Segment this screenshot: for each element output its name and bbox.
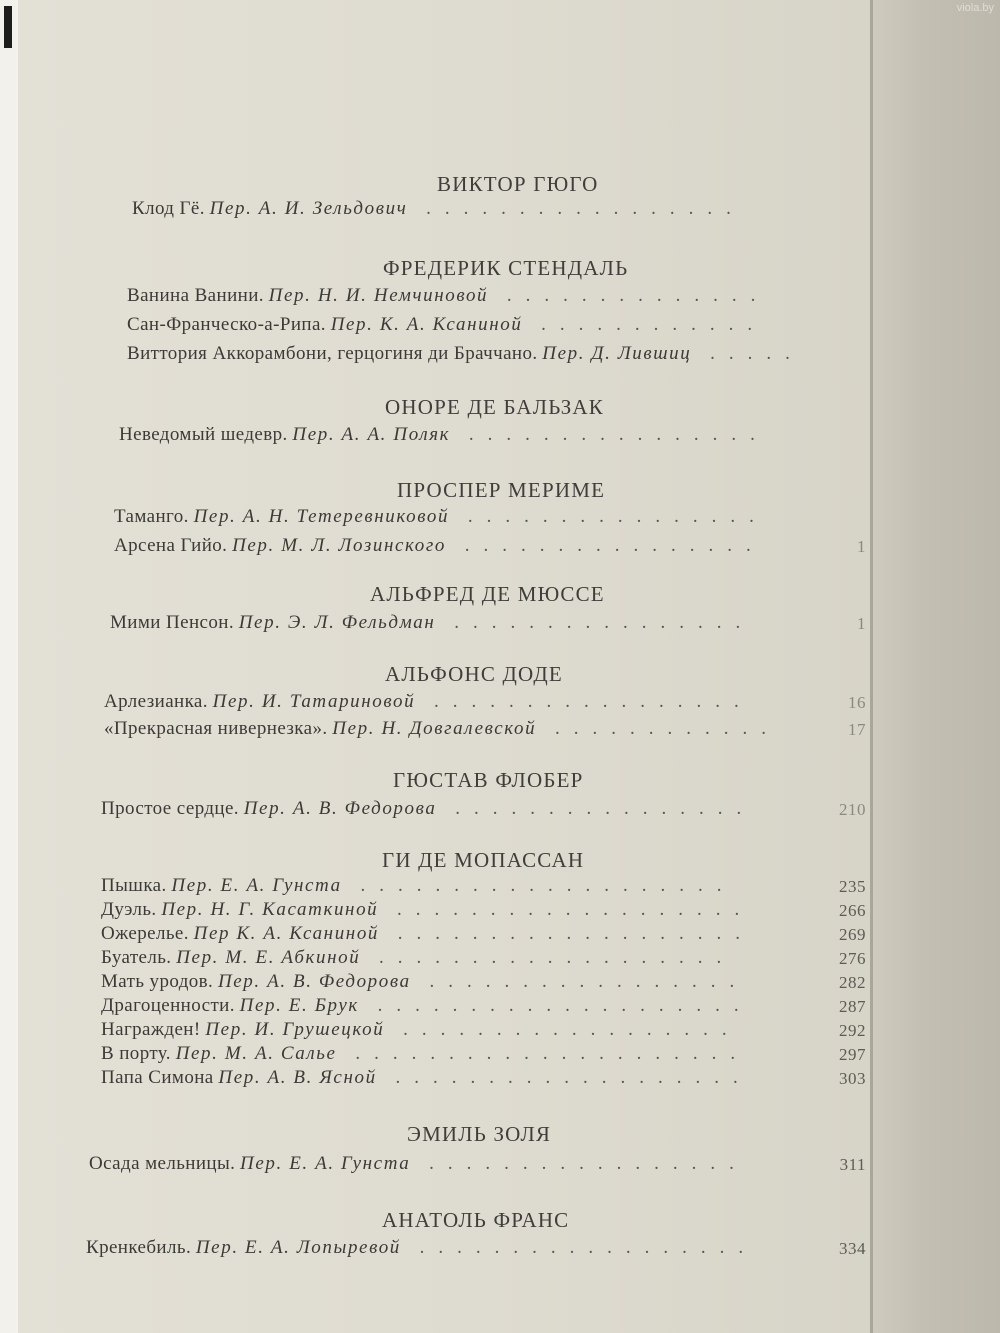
entry-translator: Пер. И. Грушецкой bbox=[205, 1019, 385, 1040]
entry-title: В порту. bbox=[101, 1043, 171, 1064]
author-heading: ГЮСТАВ ФЛОБЕР bbox=[393, 768, 584, 792]
page-number: 235 bbox=[839, 877, 866, 896]
dot-leader: ................. bbox=[410, 1153, 748, 1174]
entry-title: «Прекрасная нивернезка». bbox=[104, 718, 328, 739]
entry-translator: Пер. Е. А. Лопыревой bbox=[195, 1237, 401, 1258]
toc-entry bbox=[127, 285, 769, 307]
toc-entry bbox=[114, 535, 765, 557]
author-heading: АЛЬФОНС ДОДЕ bbox=[385, 662, 563, 686]
author-heading: ОНОРЕ ДЕ БАЛЬЗАК bbox=[385, 395, 604, 419]
entry-title: Таманго. bbox=[114, 506, 189, 527]
author-heading: АНАТОЛЬ ФРАНС bbox=[382, 1208, 570, 1232]
page-number: 276 bbox=[839, 949, 866, 968]
entry-title: Кренкебиль. bbox=[86, 1237, 192, 1258]
dot-leader: ................ bbox=[436, 798, 756, 819]
page-number: 16 bbox=[848, 693, 866, 712]
toc-entry bbox=[86, 1237, 757, 1259]
author-heading: ПРОСПЕР МЕРИМЕ bbox=[397, 478, 606, 502]
entry-translator: Пер. Н. Г. Касаткиной bbox=[161, 899, 379, 920]
dot-leader: ............ bbox=[522, 314, 767, 335]
dot-leader: ................ bbox=[449, 506, 768, 527]
toc-entry bbox=[101, 947, 735, 969]
entry-translator: Пер. Е. Брук bbox=[239, 995, 359, 1016]
dot-leader: ............ bbox=[536, 718, 780, 739]
entry-translator: Пер. И. Татариновой bbox=[212, 691, 416, 712]
toc-entry bbox=[101, 875, 735, 897]
dot-leader: ................... bbox=[379, 923, 755, 944]
dot-leader: ................... bbox=[360, 947, 736, 968]
toc-entry bbox=[101, 923, 754, 945]
entry-title: Папа Симона bbox=[101, 1067, 214, 1088]
toc-entry bbox=[104, 691, 753, 713]
entry-title: Арсена Гийо. bbox=[114, 535, 228, 556]
dot-leader: ................ bbox=[446, 535, 765, 556]
entry-translator: Пер. А. В. Федорова bbox=[217, 971, 411, 992]
dot-leader: ................. bbox=[410, 971, 749, 992]
entry-translator: Пер. М. Л. Лозинского bbox=[232, 535, 446, 556]
dot-leader: ................. bbox=[415, 691, 753, 712]
dot-leader: ................ bbox=[435, 612, 755, 633]
author-heading: ВИКТОР ГЮГО bbox=[437, 172, 599, 196]
dot-leader: .................... bbox=[341, 875, 736, 896]
entry-translator: Пер. Е. А. Гунста bbox=[240, 1153, 411, 1174]
entry-translator: Пер. А. В. Ясной bbox=[218, 1067, 377, 1088]
entry-title: Осада мельницы. bbox=[89, 1153, 236, 1174]
page-number: 269 bbox=[839, 925, 866, 944]
toc-entry bbox=[89, 1153, 748, 1175]
page-number: 266 bbox=[839, 901, 866, 920]
entry-title: Клод Гё. bbox=[132, 198, 205, 219]
entry-title: Виттория Аккорамбони, герцогиня ди Браччано. bbox=[127, 343, 538, 364]
toc-entry bbox=[114, 506, 768, 528]
dot-leader: ................. bbox=[407, 198, 745, 219]
page-number: 17 bbox=[848, 720, 866, 739]
entry-title: Простое сердце. bbox=[101, 798, 239, 819]
toc-entry bbox=[101, 1043, 749, 1065]
dot-leader: .............. bbox=[488, 285, 770, 306]
entry-title: Мими Пенсон. bbox=[110, 612, 234, 633]
dot-leader: ................... bbox=[376, 1067, 752, 1088]
dot-leader: .................. bbox=[400, 1237, 758, 1258]
entry-translator: Пер. А. А. Поляк bbox=[292, 424, 451, 445]
toc-entry bbox=[127, 314, 766, 336]
entry-translator: Пер К. А. Ксаниной bbox=[193, 923, 380, 944]
entry-title: Пышка. bbox=[101, 875, 167, 896]
toc-entry bbox=[101, 1019, 741, 1041]
watermark: viola.by bbox=[956, 2, 994, 14]
dot-leader: .................. bbox=[384, 1019, 741, 1040]
page-number: 334 bbox=[839, 1239, 866, 1258]
page-number: 1 bbox=[857, 614, 866, 633]
entry-translator: Пер. Э. Л. Фельдман bbox=[238, 612, 436, 633]
toc-entry bbox=[101, 798, 755, 820]
toc-entry bbox=[119, 424, 769, 446]
entry-title: Мать уродов. bbox=[101, 971, 214, 992]
entry-translator: Пер. Н. И. Немчиновой bbox=[268, 285, 489, 306]
dot-leader: .................... bbox=[358, 995, 753, 1016]
toc-entry bbox=[101, 1067, 752, 1089]
author-heading: ГИ ДЕ МОПАССАН bbox=[382, 848, 585, 872]
entry-title: Буатель. bbox=[101, 947, 172, 968]
entry-translator: Пер. К. А. Ксаниной bbox=[330, 314, 523, 335]
toc-entry bbox=[132, 198, 745, 220]
entry-title: Сан-Франческо-а-Рипа. bbox=[127, 314, 326, 335]
entry-translator: Пер. Д. Лившиц bbox=[542, 343, 692, 364]
toc-entry bbox=[127, 343, 804, 365]
author-heading: ЭМИЛЬ ЗОЛЯ bbox=[407, 1122, 552, 1146]
dot-leader: ................... bbox=[378, 899, 754, 920]
entry-translator: Пер. А. Н. Тетеревниковой bbox=[193, 506, 450, 527]
page-number: 303 bbox=[839, 1069, 866, 1088]
entry-title: Арлезианка. bbox=[104, 691, 208, 712]
toc-entry bbox=[104, 718, 780, 740]
toc-entry bbox=[101, 899, 753, 921]
entry-translator: Пер. А. И. Зельдович bbox=[209, 198, 408, 219]
dot-leader: ..... bbox=[691, 343, 804, 364]
toc-entry bbox=[110, 612, 754, 634]
page-number: 282 bbox=[839, 973, 866, 992]
entry-translator: Пер. М. Е. Абкиной bbox=[176, 947, 361, 968]
page-number: 1 bbox=[857, 537, 866, 556]
entry-title: Драгоценности. bbox=[101, 995, 235, 1016]
dot-leader: ................ bbox=[450, 424, 769, 445]
toc-entry bbox=[101, 971, 748, 993]
page-number: 210 bbox=[839, 800, 866, 819]
entry-translator: Пер. Е. А. Гунста bbox=[171, 875, 342, 896]
page-number: 297 bbox=[839, 1045, 866, 1064]
entry-title: Ванина Ванини. bbox=[127, 285, 264, 306]
entry-title: Дуэль. bbox=[101, 899, 157, 920]
toc-entry bbox=[101, 995, 753, 1017]
entry-title: Неведомый шедевр. bbox=[119, 424, 288, 445]
author-heading: ФРЕДЕРИК СТЕНДАЛЬ bbox=[383, 256, 629, 280]
page-number: 311 bbox=[839, 1155, 866, 1174]
entry-translator: Пер. М. А. Салье bbox=[175, 1043, 337, 1064]
page-number: 292 bbox=[839, 1021, 866, 1040]
author-heading: АЛЬФРЕД ДЕ МЮССЕ bbox=[370, 582, 605, 606]
entry-translator: Пер. Н. Довгалевской bbox=[332, 718, 537, 739]
entry-translator: Пер. А. В. Федорова bbox=[243, 798, 437, 819]
entry-title: Ожерелье. bbox=[101, 923, 189, 944]
page-number: 287 bbox=[839, 997, 866, 1016]
dot-leader: ..................... bbox=[336, 1043, 750, 1064]
entry-title: Награжден! bbox=[101, 1019, 201, 1040]
